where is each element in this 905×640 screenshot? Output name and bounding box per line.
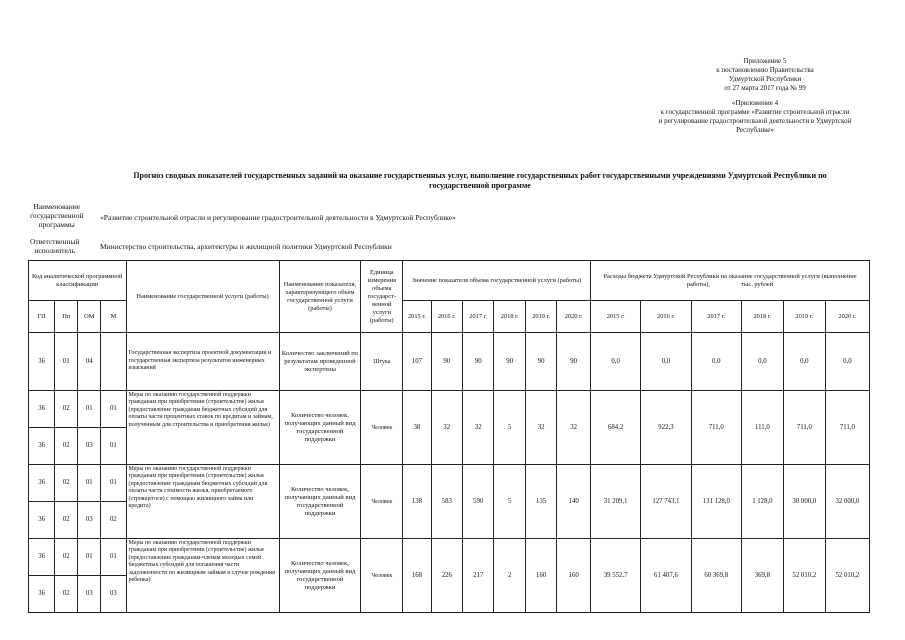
expense-cell: 1 128,0 (741, 465, 783, 539)
header-code: Код аналитической программной классификации (29, 261, 127, 301)
appendix-5-block (690, 57, 840, 93)
header-year-value: 2015 г. (403, 301, 431, 333)
expense-cell: 52 010,2 (783, 539, 825, 613)
code-gp: 36 (29, 502, 55, 539)
expense-cell: 127 743,1 (641, 465, 691, 539)
code-pp: 02 (55, 576, 78, 613)
code-m: 01 (101, 539, 126, 576)
value-cell: 32 (463, 391, 494, 465)
document-title-line2: государственной программе (429, 181, 531, 190)
expense-cell: 0,0 (590, 333, 640, 391)
value-cell: 90 (431, 333, 462, 391)
code-m: 03 (101, 576, 126, 613)
header-service: Наименование государственной услуги (работы) (126, 261, 279, 333)
header-year-expense: 2016 г. (641, 301, 691, 333)
header-m: М (101, 301, 126, 333)
code-om: 01 (78, 539, 101, 576)
service-name: Государственная экспертиза проектной документации и государственная экспертиза результатов инженерных изысканий (126, 333, 279, 391)
header-pp: Пп (55, 301, 78, 333)
value-cell: 5 (494, 465, 525, 539)
expense-cell: 31 209,1 (590, 465, 640, 539)
expense-cell: 0,0 (741, 333, 783, 391)
header-year-expense: 2020 г. (825, 301, 869, 333)
expense-cell: 32 000,0 (825, 465, 869, 539)
value-cell: 168 (403, 539, 431, 613)
header-year-value: 2017 г. (463, 301, 494, 333)
value-cell: 217 (463, 539, 494, 613)
header-expenses-text: Расходы бюджета Удмуртской Республики на оказание государственной услуги (выполнение работы), (603, 272, 857, 288)
table-row (29, 333, 870, 391)
indicator-name: Количество заключений по результатам проведенной экспертизы (279, 333, 361, 391)
value-cell: 226 (431, 539, 462, 613)
header-indicator: Наименование показателя, характеризующего объем государственной услуги (работы) (279, 261, 361, 333)
value-cell: 90 (494, 333, 525, 391)
expense-cell: 111,0 (741, 391, 783, 465)
code-gp: 36 (29, 333, 55, 391)
code-pp: 02 (55, 391, 78, 428)
program-name: «Развитие строительной отрасли и регулирование градостроительной деятельности в Удмуртской Республике» (100, 213, 456, 222)
code-pp: 02 (55, 428, 78, 465)
value-cell: 140 (557, 465, 591, 539)
indicator-name: Количество человек, получающих данный вид государственной поддержки (279, 539, 361, 613)
value-cell: 5 (494, 391, 525, 465)
table-row (29, 539, 870, 576)
header-expenses (590, 261, 869, 301)
expense-cell: 369,8 (741, 539, 783, 613)
expense-cell: 52 010,2 (825, 539, 869, 613)
appendix-4-line1: «Приложение 4 (731, 99, 779, 107)
header-om: ОМ (78, 301, 101, 333)
value-cell: 138 (403, 465, 431, 539)
header-year-expense: 2019 г. (783, 301, 825, 333)
expense-cell: 60 369,8 (691, 539, 741, 613)
code-gp: 36 (29, 428, 55, 465)
appendix-4-line3: и регулирование градостроительной деятельности в Удмуртской (658, 117, 852, 125)
header-gp: ГП (29, 301, 55, 333)
service-name: Меры по оказанию государственной поддержки гражданам при приобретении (строительстве) жилья (предоставление гражданам бюджетных субсидий для оплаты части процентных ставок по кредитам и займам, полученным для строительства и приобретения жилья) (126, 391, 279, 465)
expense-cell: 39 552,7 (590, 539, 640, 613)
executor-name: Министерство строительства, архитектуры и жилищной политики Удмуртской Республики (100, 242, 392, 251)
unit: Штука (361, 333, 403, 391)
appendix-4-line2: к государственной программе «Развитие строительной отрасли (660, 108, 850, 116)
code-m: 01 (101, 428, 126, 465)
code-m (101, 333, 126, 391)
expense-cell: 711,0 (825, 391, 869, 465)
value-cell: 2 (494, 539, 525, 613)
code-om: 03 (78, 576, 101, 613)
header-values: Значение показателя объема государственной услуги (работы) (403, 261, 591, 301)
appendix-5-line1: Приложение 5 (743, 57, 787, 65)
code-pp: 02 (55, 465, 78, 502)
value-cell: 38 (403, 391, 431, 465)
header-year-expense: 2015 г. (590, 301, 640, 333)
program-label-line1: Наименование (33, 202, 81, 211)
code-gp: 36 (29, 391, 55, 428)
header-year-value: 2020 г. (557, 301, 591, 333)
code-gp: 36 (29, 576, 55, 613)
expense-cell: 711,0 (783, 391, 825, 465)
expense-cell: 30 000,0 (783, 465, 825, 539)
executor-label-line1: Ответственный (30, 237, 80, 246)
appendix-5-line3: Удмуртской Республики (728, 75, 802, 83)
code-om: 01 (78, 391, 101, 428)
expense-cell: 922,3 (641, 391, 691, 465)
expense-cell: 684,2 (590, 391, 640, 465)
expense-cell: 0,0 (641, 333, 691, 391)
code-m: 01 (101, 465, 126, 502)
code-pp: 02 (55, 502, 78, 539)
value-cell: 32 (525, 391, 556, 465)
header-year-value: 2018 г. (494, 301, 525, 333)
header-year-value: 2019 г. (525, 301, 556, 333)
document-title (95, 171, 865, 191)
appendix-4-block (640, 99, 870, 135)
service-name: Меры по оказанию государственной поддержки гражданам при приобретении (строительстве) жилья (предоставление гражданам бюджетных субсидий для оплаты части стоимости жилья, приобретаемого (строящегося) с помощью жилищного займа или кредита) (126, 465, 279, 539)
code-om: 04 (78, 333, 101, 391)
appendix-5-line2: к постановлению Правительства (716, 66, 814, 74)
program-label-line3: программы (38, 220, 75, 229)
code-om: 01 (78, 465, 101, 502)
table-row (29, 391, 870, 428)
code-pp: 01 (55, 333, 78, 391)
expense-cell: 61 407,6 (641, 539, 691, 613)
unit: Человек (361, 391, 403, 465)
header-year-expense: 2018 г. (741, 301, 783, 333)
header-unit: Единица измерения объема государст-венной услуги (работы) (361, 261, 403, 333)
value-cell: 90 (525, 333, 556, 391)
value-cell: 160 (525, 539, 556, 613)
header-year-expense: 2017 г. (691, 301, 741, 333)
executor-label (30, 237, 79, 255)
indicator-name: Количество человек, получающих данный вид государственной поддержки (279, 391, 361, 465)
value-cell: 160 (557, 539, 591, 613)
value-cell: 583 (431, 465, 462, 539)
header-year-value: 2016 г. (431, 301, 462, 333)
code-m: 01 (101, 391, 126, 428)
summary-table (28, 260, 870, 613)
program-label (30, 202, 83, 229)
appendix-5-line4: от 27 марта 2017 года № 99 (724, 84, 806, 92)
code-om: 03 (78, 428, 101, 465)
value-cell: 32 (431, 391, 462, 465)
service-name: Меры по оказанию государственной поддержки гражданам при приобретении (строительстве) жилья (предоставление гражданам-членам молодых семей бюджетных субсидий для погашения части задолженности по жилищным займам в случае рождения ребенка) (126, 539, 279, 613)
value-cell: 590 (463, 465, 494, 539)
document-title-line1: Прогноз сводных показателей государственных заданий на оказание государственных услуг, выполнение государственных работ государственными учреждениями Удмуртской Республики по (133, 171, 827, 180)
expense-cell: 0,0 (825, 333, 869, 391)
code-gp: 36 (29, 539, 55, 576)
unit: Человек (361, 465, 403, 539)
code-om: 03 (78, 502, 101, 539)
value-cell: 90 (463, 333, 494, 391)
expense-cell: 131 128,0 (691, 465, 741, 539)
expense-cell: 711,0 (691, 391, 741, 465)
value-cell: 32 (557, 391, 591, 465)
code-gp: 36 (29, 465, 55, 502)
expense-cell: 0,0 (783, 333, 825, 391)
header-currency: тыс. рублей (741, 280, 774, 288)
table-row (29, 465, 870, 502)
expense-cell: 0,0 (691, 333, 741, 391)
code-m: 02 (101, 502, 126, 539)
executor-label-line2: исполнитель (34, 246, 75, 255)
appendix-4-line4: Республике» (736, 126, 774, 134)
unit: Человек (361, 539, 403, 613)
program-label-line2: государственной (30, 211, 84, 220)
value-cell: 135 (525, 465, 556, 539)
code-pp: 02 (55, 539, 78, 576)
value-cell: 107 (403, 333, 431, 391)
indicator-name: Количество человек, получающих данный вид государственной поддержки (279, 465, 361, 539)
value-cell: 90 (557, 333, 591, 391)
